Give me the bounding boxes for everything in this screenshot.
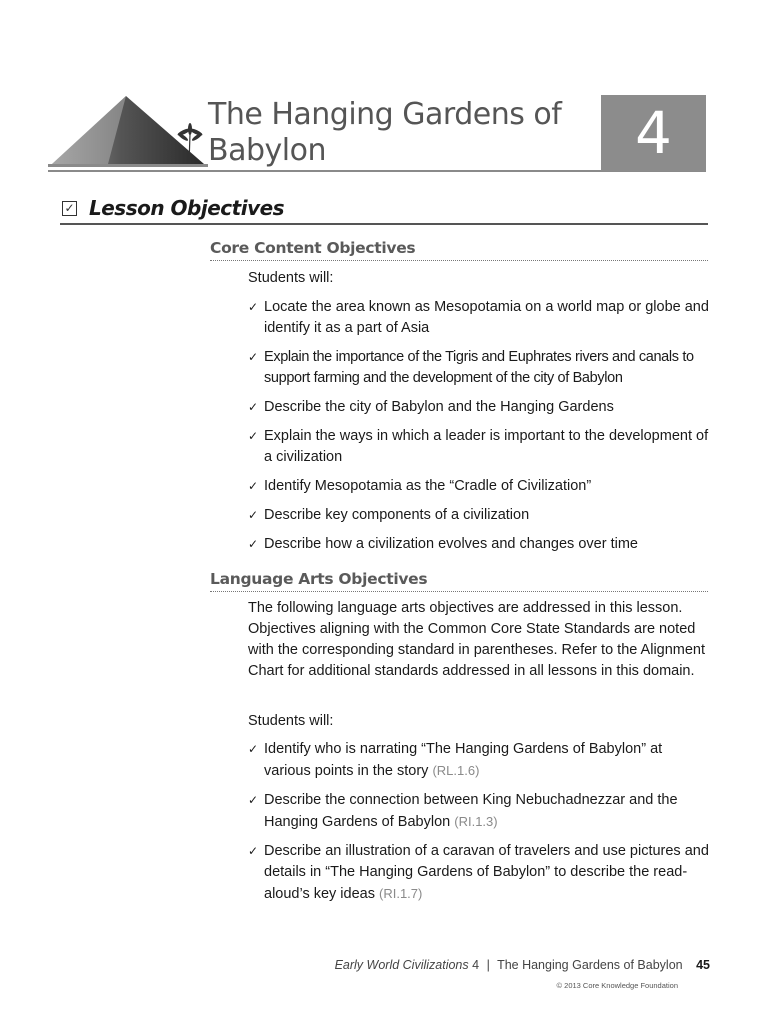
list-item: ✓ Explain the ways in which a leader is important to the development of a civilization — [248, 428, 709, 465]
list-item: ✓ Describe an illustration of a caravan of travelers and use pictures and details in “The Hanging Gardens of Babylon” to describe the read-aloud’s key ideas (RI.1.7) — [248, 843, 709, 902]
section-divider — [210, 591, 708, 592]
footer-separator: | — [486, 958, 490, 972]
language-objectives-list — [248, 739, 710, 905]
lesson-objectives-title: Lesson Objectives — [89, 196, 285, 220]
page-number: 45 — [696, 958, 710, 972]
list-item: ✓ Describe the city of Babylon and the Hanging Gardens — [248, 397, 710, 418]
core-content-title: Core Content Objectives — [210, 239, 416, 257]
pyramid-illustration — [48, 92, 208, 168]
language-arts-title: Language Arts Objectives — [210, 570, 428, 588]
book-title: Early World Civilizations — [334, 958, 469, 972]
list-item: ✓ Describe how a civilization evolves and changes over time — [248, 534, 710, 555]
lesson-header — [0, 0, 768, 180]
language-paragraph: The following language arts objectives are addressed in this lesson. Objectives aligning with the Common Core State Standards are noted with the corresponding standard in parentheses. Refer to the Alignment Chart for additional standards addressed in all lessons in this domain. — [248, 600, 706, 679]
book-number: 4 — [472, 958, 480, 972]
checkmark-icon: ✓ — [248, 350, 259, 364]
checkmark-icon: ✓ — [248, 479, 259, 493]
language-intro: Students will: — [248, 713, 334, 729]
footer-lesson-title: The Hanging Gardens of Babylon — [497, 958, 683, 972]
page-footer — [300, 958, 710, 972]
checkmark-icon: ✓ — [248, 844, 259, 858]
checkmark-icon: ✓ — [248, 429, 259, 443]
list-item: ✓ Identify who is narrating “The Hanging Gardens of Babylon” at various points in the story (RL.1.6) — [248, 741, 663, 779]
list-item: ✓ Describe the connection between King Nebuchadnezzar and the Hanging Gardens of Babylon (RI.1.3) — [248, 792, 678, 830]
checkmark-icon: ✓ — [248, 742, 259, 756]
objectives-divider — [60, 223, 708, 225]
checkmark-icon: ✓ — [248, 300, 259, 314]
list-item: ✓ Identify Mesopotamia as the “Cradle of Civilization” — [248, 476, 710, 497]
checkmark-icon: ✓ — [248, 537, 259, 551]
list-item: ✓ Locate the area known as Mesopotamia on a world map or globe and identify it as a part of Asia — [248, 299, 709, 336]
checkmark-icon: ✓ — [248, 793, 259, 807]
lesson-number-badge: 4 — [601, 95, 706, 171]
page-title: The Hanging Gardens of Babylon — [208, 97, 562, 168]
core-objectives-list — [248, 297, 710, 555]
core-intro: Students will: — [248, 270, 334, 286]
section-divider — [210, 260, 708, 261]
copyright: © 2013 Core Knowledge Foundation — [556, 981, 678, 990]
list-item: ✓ Explain the importance of the Tigris and Euphrates rivers and canals to support farming and the development of the city of Babylon — [248, 349, 694, 386]
checkmark-icon: ✓ — [248, 508, 259, 522]
checkbox-icon: ✓ — [62, 201, 77, 216]
list-item: ✓ Describe key components of a civilization — [248, 505, 710, 526]
checkmark-icon: ✓ — [248, 400, 259, 414]
lesson-objectives-heading — [60, 196, 708, 226]
